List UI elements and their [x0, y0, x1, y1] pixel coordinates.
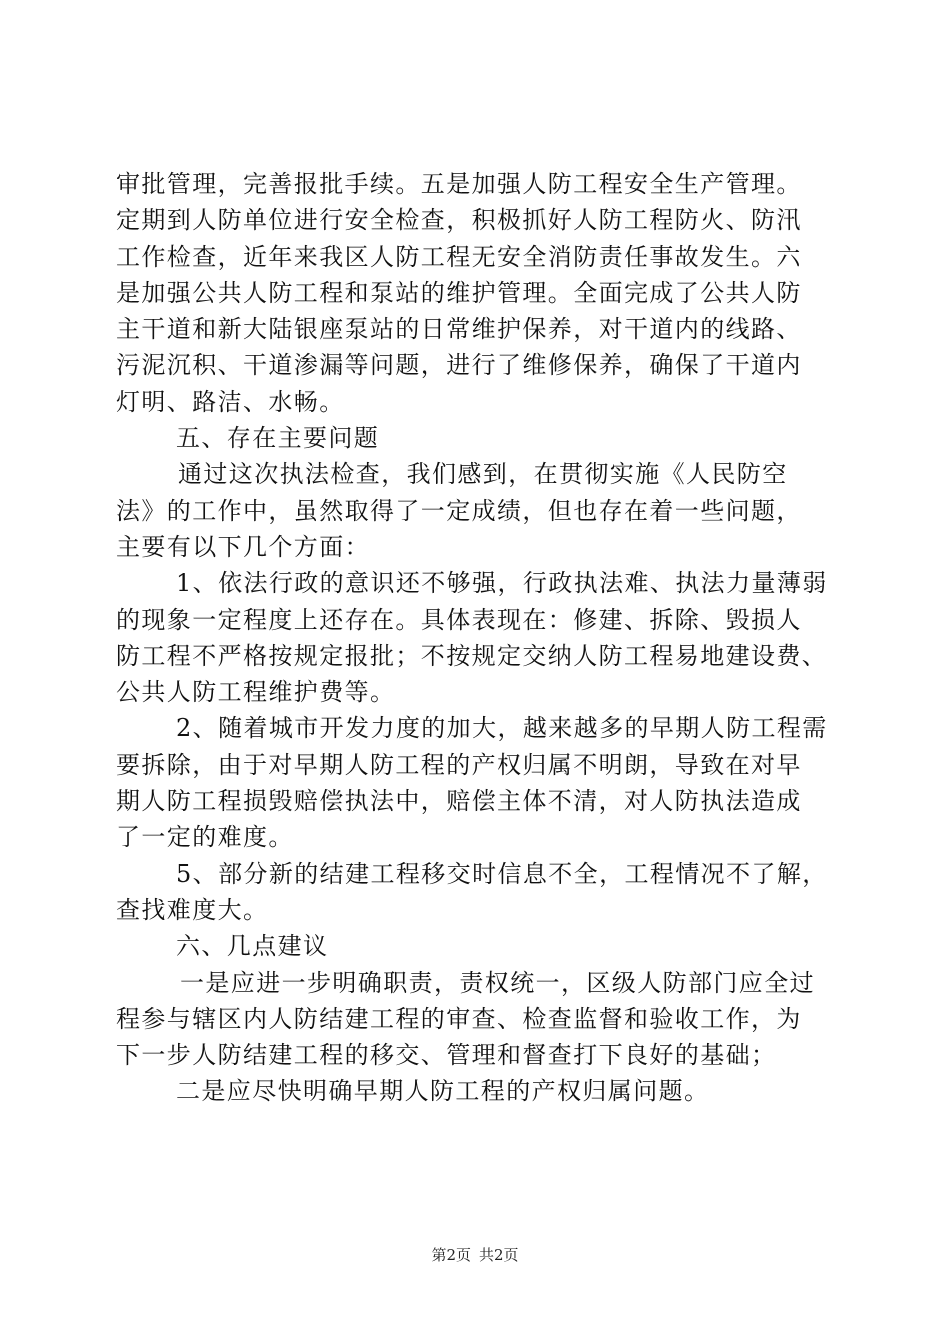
- paragraph-line: 工作检查，近年来我区人防工程无安全消防责任事故发生。六: [116, 242, 802, 271]
- paragraph-line: 的现象一定程度上还存在。具体表现在：修建、拆除、毁损人: [116, 605, 802, 634]
- paragraph-line: 一是应进一步明确职责，责权统一，区级人防部门应全过: [180, 968, 815, 997]
- paragraph-line: 主要有以下几个方面：: [116, 532, 370, 561]
- paragraph-line: 主干道和新大陆银座泵站的日常维护保养，对干道内的线路、: [116, 315, 802, 344]
- paragraph-line: 污泥沉积、干道渗漏等问题，进行了维修保养，确保了干道内: [116, 351, 802, 380]
- paragraph-line: 法》的工作中，虽然取得了一定成绩，但也存在着一些问题，: [116, 496, 802, 525]
- page-footer: [0, 1244, 950, 1265]
- page-total: 共2页: [479, 1246, 519, 1264]
- paragraph-line: 防工程不严格按规定报批；不按规定交纳人防工程易地建设费、: [116, 641, 828, 670]
- paragraph-line: 下一步人防结建工程的移交、管理和督查打下良好的基础；: [116, 1041, 777, 1070]
- paragraph-line: 是加强公共人防工程和泵站的维护管理。全面完成了公共人防: [116, 278, 802, 307]
- paragraph-line: 公共人防工程维护费等。: [116, 678, 396, 707]
- paragraph-line: 查找难度大。: [116, 895, 269, 924]
- paragraph-line: 要拆除，由于对早期人防工程的产权归属不明朗，导致在对早: [116, 750, 802, 779]
- list-item-line: 1、依法行政的意识还不够强，行政执法难、执法力量薄弱: [176, 569, 828, 598]
- paragraph-line: 程参与辖区内人防结建工程的审查、检查监督和验收工作，为: [116, 1004, 802, 1033]
- section-heading: 六、几点建议: [176, 932, 329, 961]
- paragraph-line: 审批管理，完善报批手续。五是加强人防工程安全生产管理。: [116, 170, 802, 198]
- paragraph-line: 了一定的难度。: [116, 823, 294, 852]
- paragraph-line: 定期到人防单位进行安全检查，积极抓好人防工程防火、防汛: [116, 206, 802, 235]
- paragraph-line: 通过这次执法检查，我们感到，在贯彻实施《人民防空: [178, 460, 788, 489]
- paragraph-line: 灯明、路洁、水畅。: [116, 387, 345, 416]
- document-body: [116, 166, 834, 1110]
- section-heading: 五、存在主要问题: [176, 424, 380, 453]
- list-item-line: 5、部分新的结建工程移交时信息不全，工程情况不了解，: [176, 859, 828, 888]
- list-item-line: 2、随着城市开发力度的加大，越来越多的早期人防工程需: [176, 714, 828, 743]
- paragraph-line: 二是应尽快明确早期人防工程的产权归属问题。: [176, 1077, 710, 1106]
- paragraph-line: 期人防工程损毁赔偿执法中，赔偿主体不清，对人防执法造成: [116, 787, 802, 816]
- page-number: 第2页: [431, 1246, 471, 1264]
